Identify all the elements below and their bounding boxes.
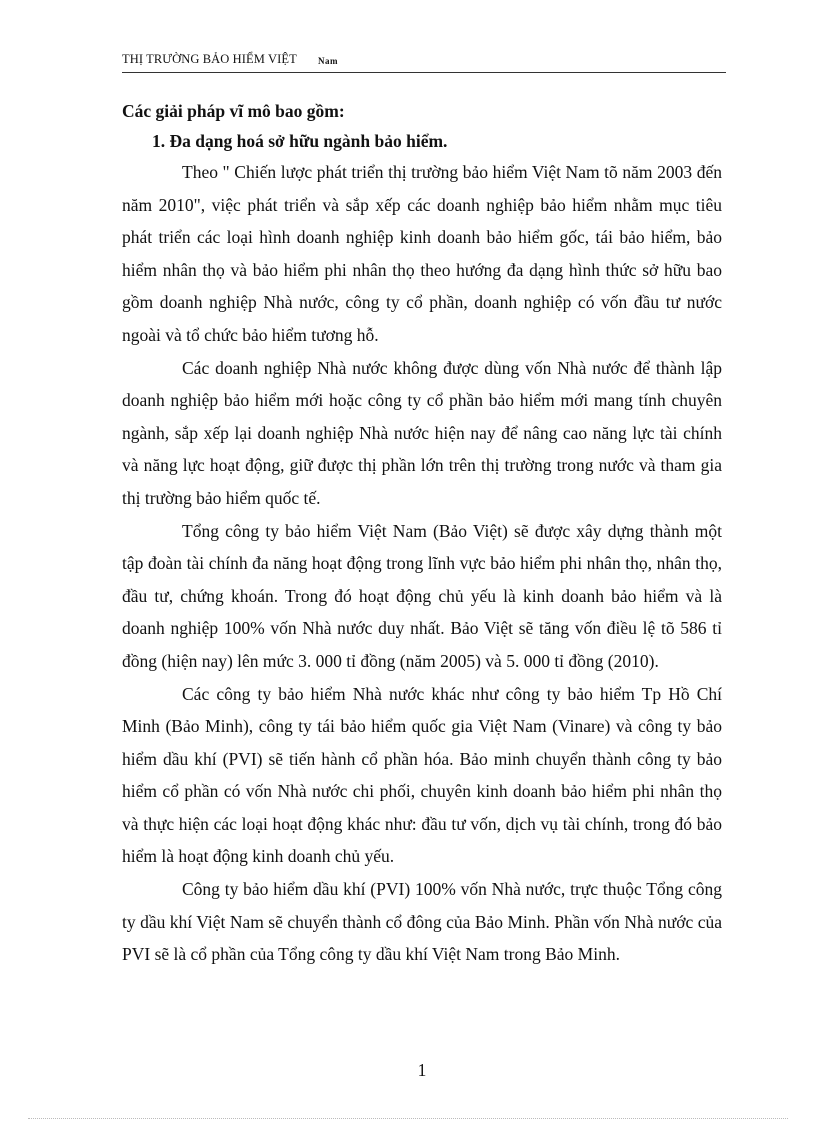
paragraph-other-insurers: Các công ty bảo hiểm Nhà nước khác như công ty bảo hiểm Tp Hồ Chí Minh (Bảo Minh), công ty tái bảo hiểm quốc gia Việt Nam (Vinare) và công ty bảo hiểm dầu khí (PVI) sẽ tiến hành cổ phần hóa. Bảo minh chuyển thành công ty bảo hiểm cổ phần có vốn Nhà nước chi phối, chuyên kinh doanh bảo hiểm phi nhân thọ và thực hiện các loại hoạt động khác như: đầu tư vốn, dịch vụ tài chính, trong đó bảo hiểm là hoạt động kinh doanh chủ yếu. xyxy=(122,683,722,867)
subsection-heading: 1. Đa dạng hoá sở hữu ngành bảo hiểm. xyxy=(152,131,448,151)
header-title: THỊ TRƯỜNG BẢO HIỂM VIỆT xyxy=(122,52,297,66)
section-heading: Các giải pháp vĩ mô bao gồm: xyxy=(122,101,345,121)
paragraph-pvi: Công ty bảo hiểm dầu khí (PVI) 100% vốn Nhà nước, trực thuộc Tổng công ty dầu khí Việt Nam sẽ chuyển thành cổ đông của Bảo Minh. Phần vốn Nhà nước của PVI sẽ là cổ phần của Tổng công ty dầu khí Việt Nam trong Bảo Minh. xyxy=(122,879,722,965)
page-number: 1 xyxy=(417,1060,427,1080)
page-bottom-divider xyxy=(28,1118,788,1119)
header-title-suffix: Nam xyxy=(318,56,338,66)
paragraph-strategy: Theo " Chiến lược phát triển thị trường bảo hiểm Việt Nam tõ năm 2003 đến năm 2010", việc phát triển và sắp xếp các doanh nghiệp bảo hiểm nhằm mục tiêu phát triển các loại hình doanh nghiệp kinh doanh bảo hiểm gốc, tái bảo hiểm, bảo hiểm nhân thọ và bảo hiểm phi nhân thọ theo hướng đa dạng hình thức sở hữu bao gồm doanh nghiệp Nhà nước, công ty cổ phần, doanh nghiệp có vốn đầu tư nước ngoài và tổ chức bảo hiểm tương hỗ. xyxy=(122,162,722,345)
page-header xyxy=(122,50,726,73)
paragraph-state-enterprises: Các doanh nghiệp Nhà nước không được dùng vốn Nhà nước để thành lập doanh nghiệp bảo hiểm mới hoặc công ty cổ phần bảo hiểm mới mang tính chuyên ngành, sắp xếp lại doanh nghiệp Nhà nước hiện nay để nâng cao năng lực tài chính và năng lực hoạt động, giữ được thị phần lớn trên thị trường trong nước và tham gia thị trường bảo hiểm quốc tế. xyxy=(122,357,722,508)
document-body xyxy=(122,96,722,971)
paragraph-bao-viet: Tổng công ty bảo hiểm Việt Nam (Bảo Việt) sẽ được xây dựng thành một tập đoàn tài chính đa năng hoạt động trong lĩnh vực bảo hiểm phi nhân thọ, nhân thọ, đầu tư, chứng khoán. Trong đó hoạt động chủ yếu là kinh doanh bảo hiểm và là doanh nghiệp 100% vốn Nhà nước duy nhất. Bảo Việt sẽ tăng vốn điều lệ tõ 586 tỉ đồng (hiện nay) lên mức 3. 000 tỉ đồng (năm 2005) và 5. 000 tỉ đồng (2010). xyxy=(122,520,722,671)
